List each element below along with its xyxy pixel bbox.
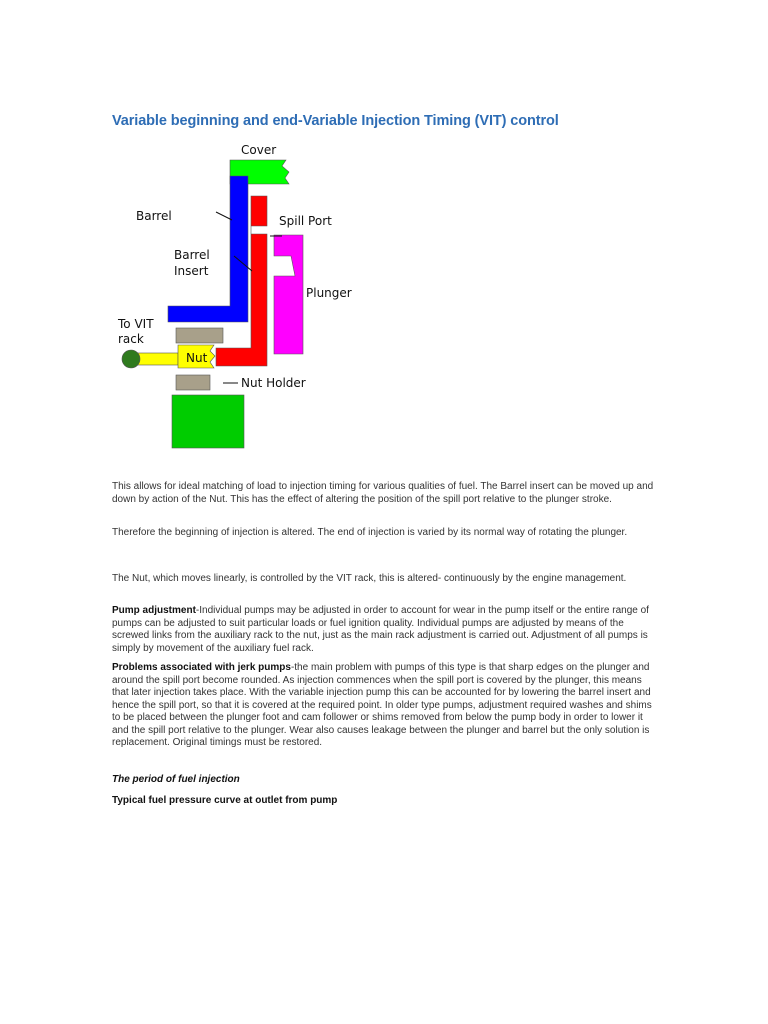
paragraph-pump-adjustment — [112, 605, 657, 655]
pump-adjustment-lead: Pump adjustment — [112, 605, 196, 616]
pump-base-block — [172, 395, 244, 448]
nut-holder-top — [176, 328, 223, 343]
vit-rack-knob — [122, 350, 140, 368]
jerk-pumps-body: -the main problem with pumps of this type is that sharp edges on the plunger and around the spill port become rounded. As injection commences when the spill port is covered by the plunger, this means that later injection takes place. With the variable injection pump this can be accounted for by lowering the barrel insert and hence the spill port, so that it is covered at the required point. In older type pumps, adjustment required washes and shims to be placed between the plunger foot and cam follower or shims removed from below the pump body in order to lower it and the spill port relative to the plunger. Wear also causes leakage between the plunger and barrel but the only solution is replacement. Original timings must be restored. — [112, 662, 652, 748]
label-barrel-insert-2: Insert — [174, 264, 209, 278]
heading-period-of-injection: The period of fuel injection — [112, 774, 240, 785]
label-spill-port: Spill Port — [279, 214, 332, 228]
jerk-pumps-lead: Problems associated with jerk pumps — [112, 662, 291, 673]
heading-typical-pressure-curve: Typical fuel pressure curve at outlet from pump — [112, 795, 338, 806]
label-barrel: Barrel — [136, 209, 172, 223]
page-title: Variable beginning and end-Variable Injection Timing (VIT) control — [112, 113, 559, 129]
paragraph-nut-linear: The Nut, which moves linearly, is controlled by the VIT rack, this is altered- continuously by the engine management. — [112, 573, 627, 584]
paragraph-ideal-matching: This allows for ideal matching of load to injection timing for various qualities of fuel. The Barrel insert can be moved up and down by action of the Nut. This has the effect of altering the position of the spill port relative to the plunger stroke. — [112, 481, 654, 505]
label-nut: Nut — [186, 351, 208, 365]
pump-adjustment-body: -Individual pumps may be adjusted in order to account for wear in the pump itself or the entire range of pumps can be adjusted to suit particular loads or fuel ignition quality. Individual pumps are adjusted by means of the screwed links from the auxiliary rack to the nut, just as the main rack adjustment is carried out. Adjustment of all pumps is simply by movement of the auxiliary fuel rack. — [112, 605, 649, 654]
plunger-shape — [274, 235, 303, 354]
label-nut-holder: Nut Holder — [241, 376, 306, 390]
paragraph-beginning-altered: Therefore the beginning of injection is altered. The end of injection is varied by its normal way of rotating the plunger. — [112, 527, 628, 538]
label-barrel-insert-1: Barrel — [174, 248, 210, 262]
nut-holder-bottom — [176, 375, 210, 390]
paragraph-jerk-pumps — [112, 662, 657, 750]
label-to-vit-2: rack — [118, 332, 144, 346]
label-to-vit-1: To VIT — [118, 317, 154, 331]
label-cover: Cover — [241, 143, 277, 157]
label-plunger: Plunger — [306, 286, 352, 300]
vit-pump-diagram — [110, 138, 370, 458]
